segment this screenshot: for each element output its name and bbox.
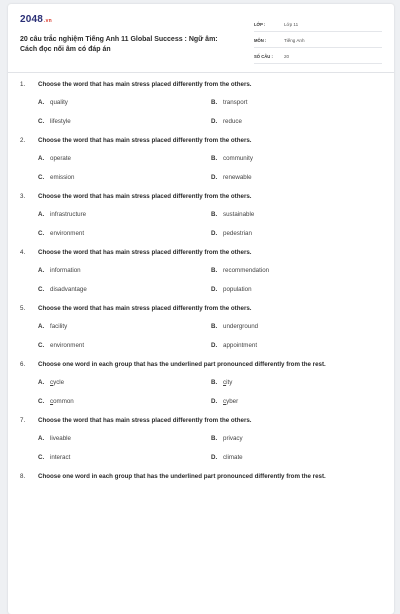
question-header (20, 416, 382, 426)
answer-option[interactable] (211, 286, 361, 294)
option-underlined-part: c (223, 379, 227, 386)
question-text: Choose the word that has main stress placed differently from the others. (38, 137, 252, 144)
option-text: emission (50, 174, 75, 181)
option-text: environment (50, 342, 85, 349)
option-text (50, 398, 74, 406)
question-header (20, 472, 382, 482)
question-number: 8. (20, 473, 26, 480)
answer-options (38, 211, 382, 238)
option-text: renewable (223, 174, 252, 181)
answer-option[interactable] (38, 342, 211, 350)
answer-option[interactable] (38, 323, 211, 331)
question-header (20, 248, 382, 258)
question-number: 1. (20, 81, 26, 88)
option-letter: C. (38, 398, 45, 405)
option-text: climate (223, 454, 243, 461)
answer-option[interactable] (38, 379, 211, 387)
option-text: pedestrian (223, 230, 252, 237)
question-text: Choose one word in each group that has the underlined part pronounced differently from the rest. (38, 473, 326, 480)
document-title: 20 câu trắc nghiệm Tiếng Anh 11 Global Success : Ngữ âm: Cách đọc nối âm có đáp án (20, 36, 218, 53)
question-text: Choose the word that has main stress placed differently from the others. (38, 81, 252, 88)
answer-option[interactable] (38, 454, 211, 462)
answer-option[interactable] (38, 398, 211, 406)
option-text-suffix: ycle (53, 379, 65, 386)
option-text: interact (50, 454, 71, 461)
option-text: reduce (223, 118, 242, 125)
option-text: infrastructure (50, 211, 87, 218)
answer-options (38, 99, 382, 126)
option-letter: C. (38, 118, 45, 125)
option-letter: C. (38, 230, 45, 237)
question-item (20, 80, 382, 126)
option-letter: B. (211, 211, 218, 218)
meta-count-row (254, 50, 382, 64)
meta-subject-label: MÔN : (254, 38, 267, 43)
answer-option[interactable] (211, 155, 361, 163)
question-text: Choose the word that has main stress placed differently from the others. (38, 249, 252, 256)
question-item (20, 248, 382, 294)
answer-option[interactable] (211, 379, 361, 387)
question-text: Choose the word that has main stress placed differently from the others. (38, 417, 252, 424)
option-letter: B. (211, 323, 218, 330)
document-meta (254, 18, 382, 66)
answer-option[interactable] (211, 454, 361, 462)
option-letter: D. (211, 118, 218, 125)
answer-options (38, 267, 382, 294)
answer-options (38, 323, 382, 350)
option-letter: D. (211, 454, 218, 461)
option-text (223, 398, 238, 406)
logo-suffix: .vn (44, 18, 52, 24)
answer-option[interactable] (38, 435, 211, 443)
document-header (8, 4, 394, 72)
meta-subject-row (254, 34, 382, 48)
option-text: disadvantage (50, 286, 87, 293)
option-text-suffix: ommon (53, 398, 74, 405)
answer-options (38, 379, 382, 406)
option-text: recommendation (223, 267, 270, 274)
question-header (20, 80, 382, 90)
option-letter: A. (38, 435, 45, 442)
logo-text: 2048 (20, 14, 44, 25)
option-text: liveable (50, 435, 71, 442)
question-number: 7. (20, 417, 26, 424)
answer-option[interactable] (211, 118, 361, 126)
question-number: 5. (20, 305, 26, 312)
option-text: sustainable (223, 211, 255, 218)
meta-class-value: Lớp 11 (284, 22, 299, 27)
answer-option[interactable] (38, 211, 211, 219)
option-letter: A. (38, 379, 45, 386)
answer-option[interactable] (38, 155, 211, 163)
option-letter: A. (38, 267, 45, 274)
option-text: facility (50, 323, 68, 330)
option-letter: D. (211, 342, 218, 349)
option-letter: D. (211, 286, 218, 293)
option-text: environment (50, 230, 85, 237)
option-letter: A. (38, 99, 45, 106)
header-divider (8, 72, 394, 73)
answer-option[interactable] (211, 323, 361, 331)
question-text: Choose one word in each group that has the underlined part pronounced differently from the rest. (38, 361, 326, 368)
answer-option[interactable] (38, 118, 211, 126)
answer-option[interactable] (211, 211, 361, 219)
answer-option[interactable] (211, 174, 361, 182)
document-page (8, 4, 394, 614)
option-letter: A. (38, 323, 45, 330)
option-text: lifestyle (50, 118, 71, 125)
answer-option[interactable] (211, 230, 361, 238)
question-item (20, 136, 382, 182)
option-text: transport (223, 99, 248, 106)
question-item (20, 192, 382, 238)
option-letter: B. (211, 435, 218, 442)
option-text: operate (50, 155, 71, 162)
option-letter: A. (38, 211, 45, 218)
answer-option[interactable] (211, 342, 361, 350)
meta-count-value: 20 (284, 54, 290, 59)
option-letter: D. (211, 398, 218, 405)
option-letter: D. (211, 174, 218, 181)
option-text: quality (50, 99, 68, 106)
answer-option[interactable] (38, 99, 211, 107)
answer-option[interactable] (38, 230, 211, 238)
option-text-suffix: yber (226, 398, 239, 405)
question-item (20, 472, 382, 482)
question-item (20, 360, 382, 406)
question-header (20, 136, 382, 146)
question-number: 6. (20, 361, 26, 368)
meta-count-label: SỐ CÂU : (254, 54, 273, 59)
answer-options (38, 155, 382, 182)
option-letter: A. (38, 155, 45, 162)
option-text (50, 379, 64, 387)
question-header (20, 360, 382, 370)
answer-option[interactable] (211, 398, 361, 406)
option-text: privacy (223, 435, 243, 442)
answer-option[interactable] (38, 286, 211, 294)
meta-class-label: LỚP : (254, 22, 266, 27)
question-item (20, 304, 382, 350)
option-letter: D. (211, 230, 218, 237)
question-text: Choose the word that has main stress placed differently from the others. (38, 305, 252, 312)
option-text (223, 379, 232, 387)
answer-options (38, 435, 382, 462)
answer-option[interactable] (211, 435, 361, 443)
meta-class-row (254, 18, 382, 32)
option-letter: C. (38, 286, 45, 293)
answer-option[interactable] (211, 99, 361, 107)
question-text: Choose the word that has main stress placed differently from the others. (38, 193, 252, 200)
option-text: information (50, 267, 81, 274)
option-text: appointment (223, 342, 258, 349)
option-letter: B. (211, 267, 218, 274)
question-number: 4. (20, 249, 26, 256)
option-letter: B. (211, 99, 218, 106)
option-letter: C. (38, 342, 45, 349)
option-letter: B. (211, 379, 218, 386)
option-letter: C. (38, 454, 45, 461)
question-item (20, 416, 382, 462)
option-letter: B. (211, 155, 218, 162)
question-header (20, 192, 382, 202)
question-header (20, 304, 382, 314)
answer-option[interactable] (211, 267, 361, 275)
option-underlined-part: c (50, 398, 54, 405)
option-underlined-part: c (50, 379, 54, 386)
question-number: 3. (20, 193, 26, 200)
question-list (8, 80, 394, 492)
option-underlined-part: c (223, 398, 227, 405)
question-number: 2. (20, 137, 26, 144)
option-letter: C. (38, 174, 45, 181)
meta-subject-value: Tiếng Anh (284, 38, 305, 43)
option-text: underground (223, 323, 259, 330)
option-text-suffix: ity (226, 379, 233, 386)
answer-option[interactable] (38, 174, 211, 182)
option-text: community (223, 155, 253, 162)
option-text: population (223, 286, 252, 293)
answer-option[interactable] (38, 267, 211, 275)
